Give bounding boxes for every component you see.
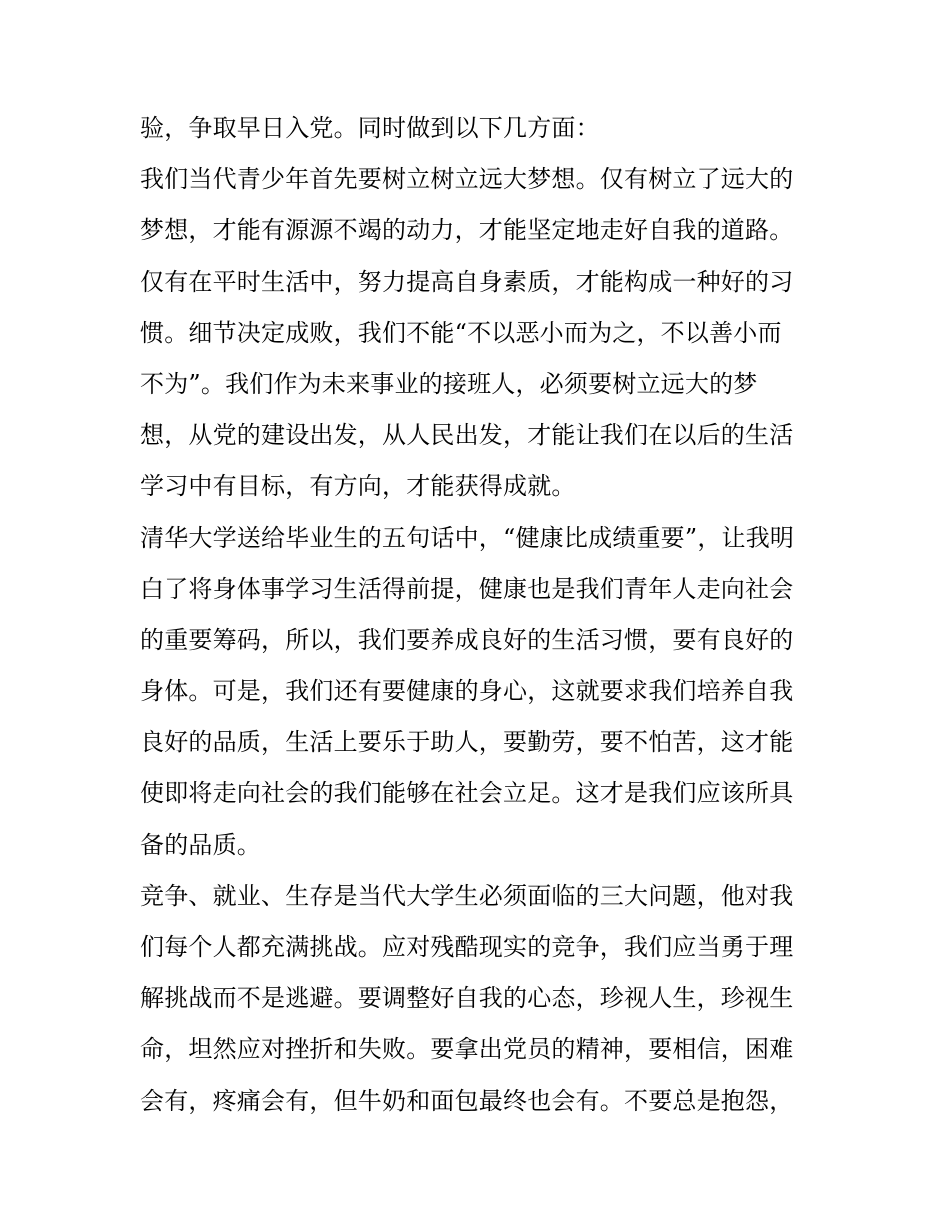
text-line: 使即将走向社会的我们能够在社会立足。这才是我们应该所具 [140,779,794,808]
text-line: 备的品质。 [140,830,261,859]
body-text [140,109,830,1133]
text-line: 仅有在平时生活中，努力提高自身素质，才能构成一种好的习 [140,267,794,296]
text-line: 学习中有目标，有方向，才能获得成就。 [140,472,576,501]
text-line: 的重要筹码，所以，我们要养成良好的生活习惯，要有良好的 [140,625,794,654]
text-line: 不为”。我们作为未来事业的接班人，必须要树立远大的梦 [140,369,758,398]
text-line: 我们当代青少年首先要树立树立远大梦想。仅有树立了远大的 [140,165,794,194]
text-line: 梦想，才能有源源不竭的动力，才能坚定地走好自我的道路。 [140,216,794,245]
text-line: 身体。可是，我们还有要健康的身心，这就要求我们培养自我 [140,677,794,706]
text-line: 想，从党的建设出发，从人民出发，才能让我们在以后的生活 [140,421,794,450]
text-line: 验，争取早日入党。同时做到以下几方面： [140,114,600,142]
text-line: 命，坦然应对挫折和失败。要拿出党员的精神，要相信，困难 [140,1035,794,1064]
text-line: 们每个人都充满挑战。应对残酷现实的竞争，我们应当勇于理 [140,933,794,961]
text-line: 惯。细节决定成败，我们不能“不以恶小而为之，不以善小而 [140,318,782,347]
text-line: 解挑战而不是逃避。要调整好自我的心态，珍视人生，珍视生 [140,984,794,1013]
text-line: 白了将身体事学习生活得前提，健康也是我们青年人走向社会 [140,574,794,603]
text-line: 良好的品质，生活上要乐于助人，要勤劳，要不怕苦，这才能 [140,728,794,757]
text-line: 会有，疼痛会有，但牛奶和面包最终也会有。不要总是抱怨， [140,1086,794,1115]
text-line: 清华大学送给毕业生的五句话中，“健康比成绩重要”，让我明 [140,523,795,552]
text-line: 竞争、就业、生存是当代大学生必须面临的三大问题，他对我 [140,881,794,910]
